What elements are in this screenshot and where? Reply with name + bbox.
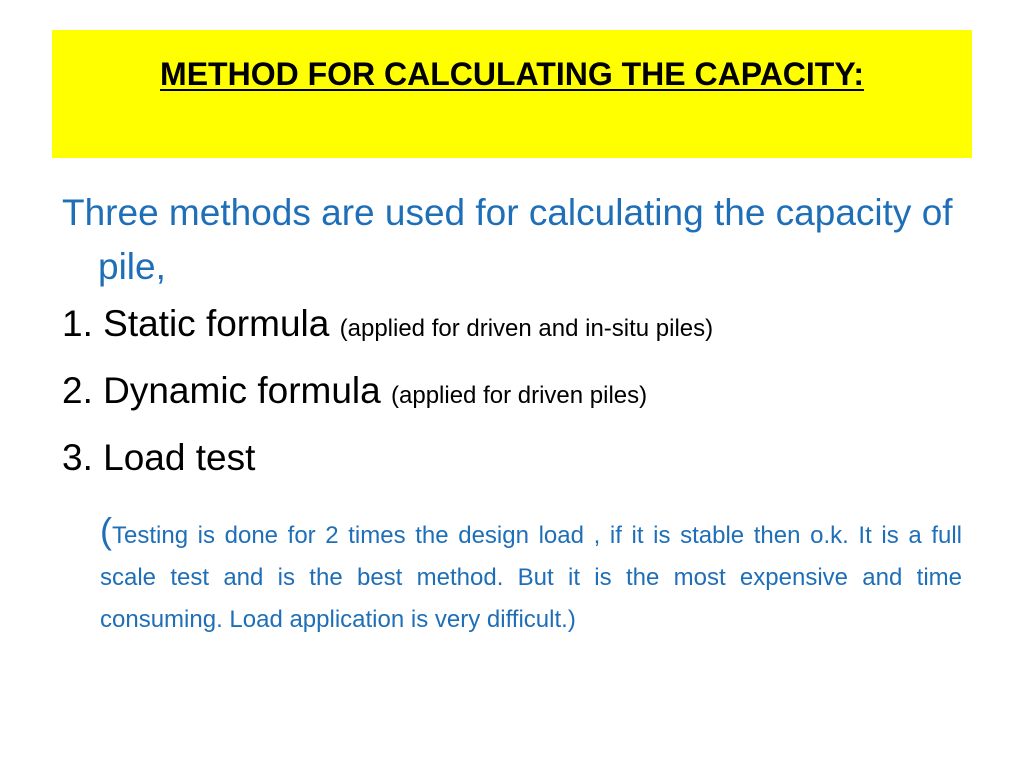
method-note: (applied for driven and in-situ piles): [339, 315, 714, 342]
method-item-load-test: [62, 434, 962, 482]
method-item-dynamic: [62, 367, 962, 420]
method-note: (applied for driven piles): [391, 382, 648, 409]
intro-text: Three methods are used for calculating the capacity of pile,: [62, 192, 953, 287]
open-parenthesis: (: [100, 510, 112, 551]
method-label: 3. Load test: [62, 437, 256, 478]
load-test-detail-text: Testing is done for 2 times the design load , if it is stable then o.k. It is a full scale test and is the best method. But it is the most expensive and time consuming. Load application is very difficult.): [100, 522, 962, 633]
title-banner: [52, 30, 972, 158]
method-item-static: [62, 300, 962, 353]
slide-body: [62, 186, 962, 496]
method-label: 2. Dynamic formula: [62, 370, 381, 411]
method-label: 1. Static formula: [62, 303, 330, 344]
load-test-detail: [100, 510, 962, 641]
slide-title: METHOD FOR CALCULATING THE CAPACITY:: [160, 56, 864, 92]
